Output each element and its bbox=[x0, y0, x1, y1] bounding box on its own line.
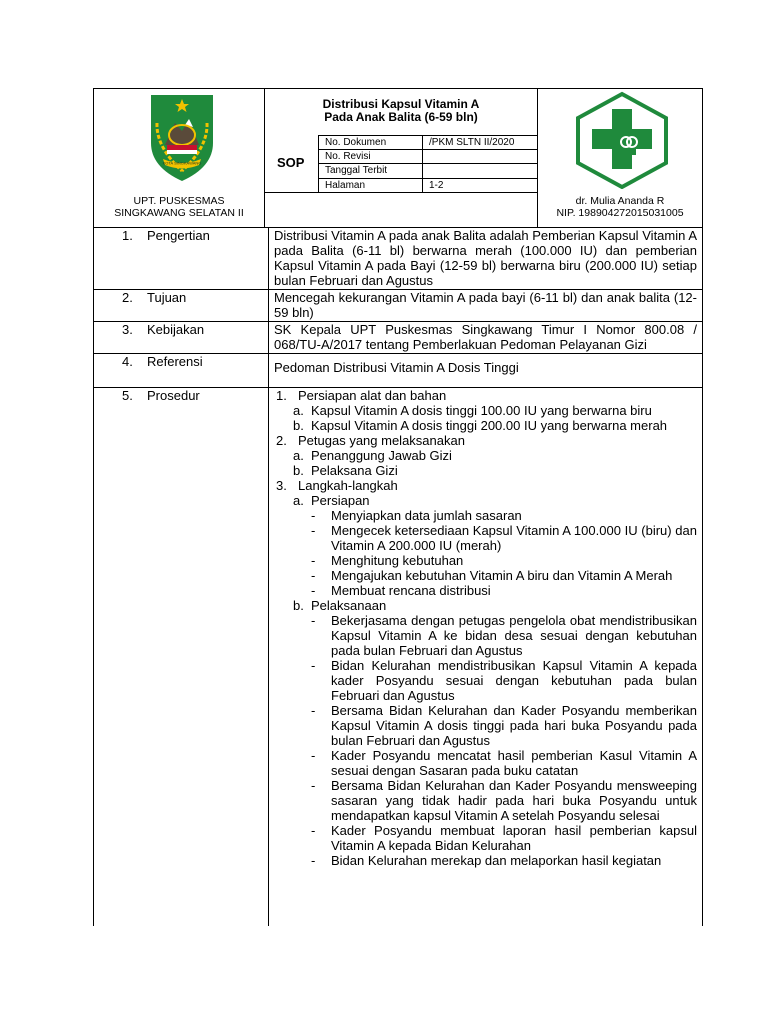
section-referensi bbox=[94, 354, 702, 388]
section-label: Pengertian bbox=[147, 228, 210, 243]
section-tujuan bbox=[94, 290, 702, 322]
puskesmas-logo bbox=[574, 91, 670, 189]
meta-value-no-dokumen: /PKM SLTN II/2020 bbox=[429, 137, 515, 148]
org-line-1: UPT. PUSKESMAS bbox=[133, 195, 225, 207]
section-number: 1. bbox=[122, 228, 133, 243]
signer-name: dr. Mulia Ananda R bbox=[575, 195, 665, 207]
persiapan-item: - Mengecek ketersediaan Kapsul Vitamin A 100.000 IU (biru) dan Vitamin A 200.000 IU (merah) bbox=[311, 523, 697, 553]
meta-label-no-revisi: No. Revisi bbox=[325, 151, 371, 162]
meta-label-halaman: Halaman bbox=[325, 180, 366, 191]
city-seal-logo bbox=[137, 93, 227, 183]
section-text: Mencegah kekurangan Vitamin A pada bayi (6-11 bl) dan anak balita (12-59 bln) bbox=[274, 290, 697, 320]
org-line-2: SINGKAWANG SELATAN II bbox=[114, 207, 244, 219]
sop-label: SOP bbox=[277, 155, 305, 170]
section-number: 3. bbox=[122, 322, 133, 337]
section-text: Pedoman Distribusi Vitamin A Dosis Tinggi bbox=[274, 360, 519, 375]
pelaksanaan-item: - Kader Posyandu membuat laporan hasil pemberian kapsul Vitamin A kepada Bidan Kelurahan bbox=[311, 823, 697, 853]
step-1-b: b. Kapsul Vitamin A dosis tinggi 200.00 IU yang berwarna merah bbox=[293, 418, 668, 433]
section-label: Referensi bbox=[147, 354, 203, 369]
section-number: 5. bbox=[122, 388, 133, 403]
section-text: SK Kepala UPT Puskesmas Singkawang Timur I Nomor 800.08 / 068/TU-A/2017 tentang Pemberlakuan Pedoman Pelayanan Gizi bbox=[274, 322, 697, 352]
pelaksanaan-item: - Bersama Bidan Kelurahan dan Kader Posyandu mensweeping sasaran yang tidak hadir pada hari buka Posyandu untuk mendapatkan kapsul Vitamin A setelah Posyandu selesai bbox=[311, 778, 697, 823]
meta-label-tanggal-terbit: Tanggal Terbit bbox=[325, 165, 388, 176]
step-2: 2. Petugas yang melaksanakan bbox=[276, 433, 465, 448]
pelaksanaan-item: - Kader Posyandu mencatat hasil pemberian Kasul Vitamin A sesuai dengan Sasaran pada buku catatan bbox=[311, 748, 697, 778]
step-2-a: a. Penanggung Jawab Gizi bbox=[293, 448, 452, 463]
persiapan-item: - Menghitung kebutuhan bbox=[311, 553, 464, 568]
pelaksanaan-item: - Bekerjasama dengan petugas pengelola obat mendistribusikan Kapsul Vitamin A ke bidan desa sesuai dengan kebutuhan pada bulan Februari dan Agustus bbox=[311, 613, 697, 658]
seal-ribbon-text: KOTA SINGKAWANG bbox=[162, 160, 202, 166]
step-1-a: a. Kapsul Vitamin A dosis tinggi 100.00 IU yang berwarna biru bbox=[293, 403, 652, 418]
signer-block bbox=[538, 195, 702, 219]
persiapan-item: - Membuat rencana distribusi bbox=[311, 583, 491, 598]
document-header bbox=[93, 88, 703, 228]
document-title bbox=[265, 98, 537, 124]
section-label: Prosedur bbox=[147, 388, 200, 403]
signer-nip: NIP. 198904272015031005 bbox=[556, 207, 684, 219]
title-line-1: Distribusi Kapsul Vitamin A bbox=[322, 97, 480, 111]
step-2-b: b. Pelaksana Gizi bbox=[293, 463, 398, 478]
section-text: Distribusi Vitamin A pada anak Balita adalah Pemberian Kapsul Vitamin A pada Balita (6-11 bl) berwarna merah (100.000 IU) dan pemberian Kapsul Vitamin A pada Bayi (12-59 bl) berwarna biru (200.000 IU) setiap bulan Februari dan Agustus bbox=[274, 228, 697, 288]
section-label: Kebijakan bbox=[147, 322, 205, 337]
section-prosedur bbox=[94, 388, 702, 926]
step-3-b: b. Pelaksanaan bbox=[293, 598, 387, 613]
prosedur-content bbox=[269, 388, 702, 926]
meta-label-no-dokumen: No. Dokumen bbox=[325, 137, 387, 148]
sop-content-table bbox=[93, 228, 703, 926]
title-line-2: Pada Anak Balita (6-59 bln) bbox=[324, 110, 478, 124]
section-number: 4. bbox=[122, 354, 133, 369]
pelaksanaan-item: - Bidan Kelurahan merekap dan melaporkan hasil kegiatan bbox=[311, 853, 662, 868]
step-3: 3. Langkah-langkah bbox=[276, 478, 398, 493]
pelaksanaan-item: - Bersama Bidan Kelurahan dan Kader Posyandu memberikan Kapsul Vitamin A dosis tinggi pada hari buka Posyandu pada bulan Februari dan Agustus bbox=[311, 703, 697, 748]
organization-name bbox=[94, 195, 264, 219]
section-number: 2. bbox=[122, 290, 133, 305]
step-1: 1. Persiapan alat dan bahan bbox=[276, 388, 447, 403]
pelaksanaan-item: - Bidan Kelurahan mendistribusikan Kapsul Vitamin A kepada kader Posyandu sesuai dengan kebutuhan pada bulan Februari dan Agustus bbox=[311, 658, 697, 703]
meta-value-halaman: 1-2 bbox=[429, 180, 444, 191]
sop-document bbox=[93, 88, 703, 926]
persiapan-item: - Mengajukan kebutuhan Vitamin A biru dan Vitamin A Merah bbox=[311, 568, 673, 583]
section-label: Tujuan bbox=[147, 290, 187, 305]
step-3-a: a. Persiapan bbox=[293, 493, 370, 508]
section-kebijakan bbox=[94, 322, 702, 354]
section-pengertian bbox=[94, 228, 702, 290]
persiapan-item: - Menyiapkan data jumlah sasaran bbox=[311, 508, 522, 523]
